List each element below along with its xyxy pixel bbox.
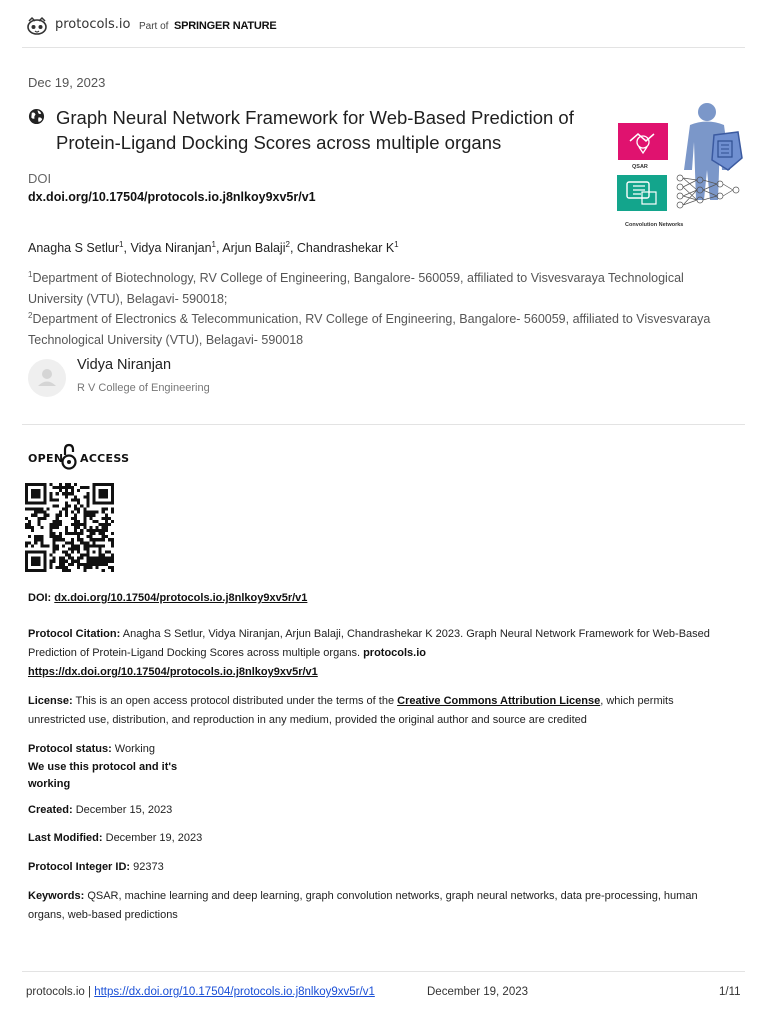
footer-link[interactable]: https://dx.doi.org/10.17504/protocols.io.j8nlkoy9xv5r/v1 [94,986,375,998]
doi-value[interactable]: dx.doi.org/10.17504/protocols.io.j8nlkoy9xv5r/v1 [28,190,316,204]
citation-link[interactable]: https://dx.doi.org/10.17504/protocols.io.j8nlkoy9xv5r/v1 [28,666,318,678]
author-list [28,240,399,255]
meta-keywords: Keywords: QSAR, machine learning and deep learning, graph convolution networks, graph neural networks, data pre-processing, human organs, web-based predictions [28,890,698,921]
doi-label: DOI [28,171,52,186]
page-number: 1/11 [719,986,741,998]
author-item[interactable]: Chandrashekar $K^1$ [296,240,399,256]
author-item[interactable]: Arjun Balaji$^2$, [222,240,297,256]
footer-source: protocols.io | https://dx.doi.org/10.17504/protocols.io.j8nlkoy9xv5r/v1 [26,986,375,998]
protocols-io-logo-icon[interactable] [26,16,48,36]
brand-name[interactable]: protocols.io [55,17,131,32]
meta-license: License: This is an open access protocol distributed under the terms of the Creative Commons Attribution License, which permits unrestricted use, distribution, and reproduction in any medium, provided the original author and source are credited [28,695,674,726]
user-icon [28,359,66,397]
document-panel [617,175,667,211]
author-item[interactable]: Anagha S Setlur$^1$, [28,240,131,256]
affiliation-1: $^1$Department of Biotechnology, RV College of Engineering, Bangalore- 560059, affiliated to Visvesvaraya Technological University (VTU), Belagavi- 590018; [28,270,684,307]
footer-date: December 19, 2023 [427,986,529,998]
meta-created: Created: December 15, 2023 [28,804,173,816]
open-lock-icon [61,443,77,471]
author-item[interactable]: Vidya Niranjan$^1$, [130,240,223,256]
svg-text:QSAR: QSAR [632,164,648,170]
meta-citation: Protocol Citation: Anagha S Setlur, Vidya Niranjan, Arjun Balaji, Chandrashekar K 2023. Graph Neural Network Framework for Web-Based Prediction of Protein-Ligand Docking Scores across multiple organs. protocols.io https://dx.doi.org/10.17504/protocols.io.j8nlkoy9xv5r/v1 [28,628,710,678]
corresponding-author-institution: R V College of Engineering [77,382,210,394]
meta-modified: Last Modified: December 19, 2023 [28,832,203,844]
footer-divider [22,971,745,972]
meta-status: Protocol status: Working We use this protocol and it's working [28,743,178,790]
meta-doi: DOI: dx.doi.org/10.17504/protocols.io.j8nlkoy9xv5r/v1 [28,592,308,604]
qr-code[interactable] [25,483,114,572]
corresponding-author-name[interactable]: Vidya Niranjan [77,357,172,373]
publisher-logo-text: SPRINGER NATURE [174,20,277,32]
doi-link[interactable]: dx.doi.org/10.17504/protocols.io.j8nlkoy9xv5r/v1 [54,592,308,604]
publication-date: Dec 19, 2023 [28,75,106,90]
avatar[interactable] [28,359,66,397]
svg-text:Convolution Networks: Convolution Networks [625,222,684,228]
globe-icon [28,108,45,125]
protocol-title: Graph Neural Network Framework for Web-Based Prediction of Protein-Ligand Docking Scores across multiple organs [56,107,574,153]
header-divider [22,47,745,48]
qsar-panel [618,123,668,170]
protocol-thumbnail-image [612,100,747,230]
license-link[interactable]: Creative Commons Attribution License [397,695,601,707]
section-divider [22,424,745,425]
affiliation-2: $^2$Department of Electronics & Telecommunication, RV College of Engineering, Bangalore- 560059, affiliated to Visvesvaraya Technological University (VTU), Belagavi- 590018 [28,311,711,348]
meta-integer-id: Protocol Integer ID: 92373 [28,861,164,873]
part-of-label: Part of [139,21,169,32]
